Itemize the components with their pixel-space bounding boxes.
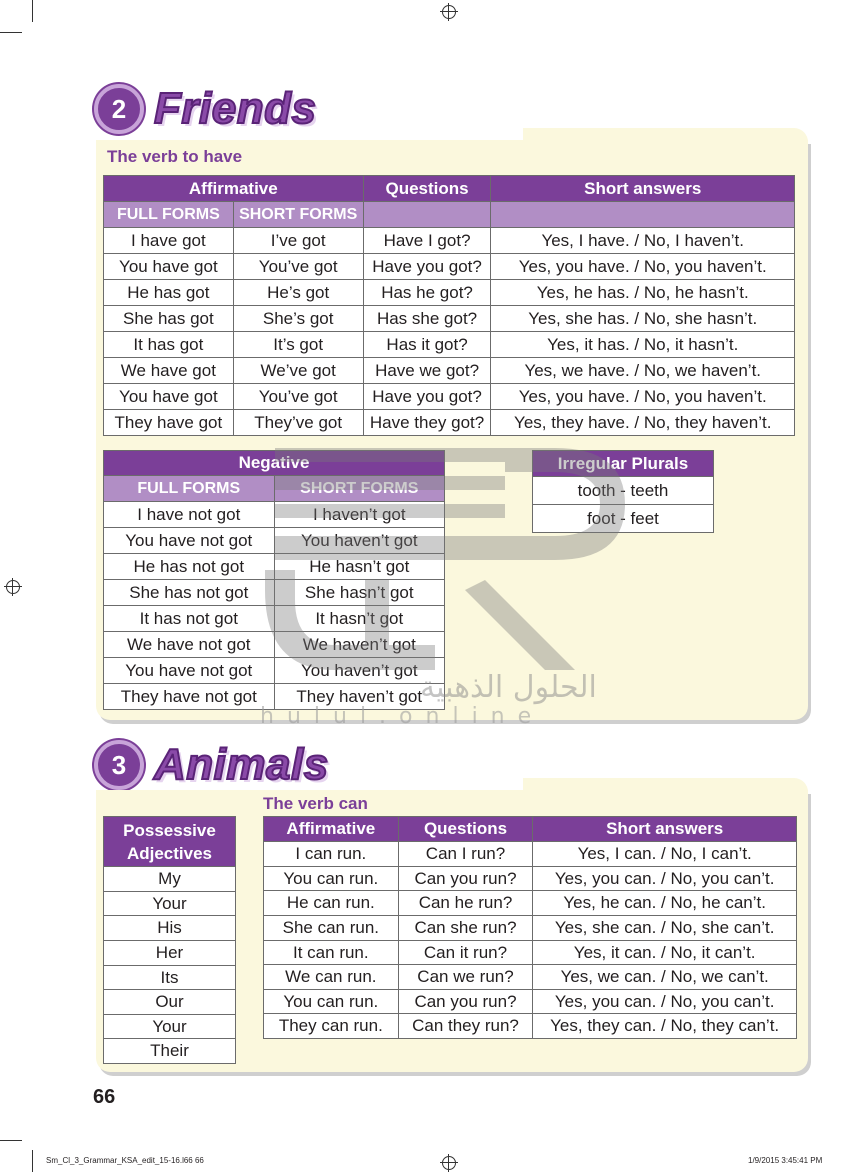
crop-mark	[0, 1140, 22, 1141]
table-row	[264, 842, 797, 867]
cell: My	[104, 867, 236, 892]
cell: foot - feet	[533, 505, 714, 533]
cell: He has not got	[104, 554, 275, 580]
cell: He hasn’t got	[274, 554, 444, 580]
watermark-arabic-text: الحلول الذهبية	[420, 670, 597, 705]
cell: tooth - teeth	[533, 477, 714, 505]
cell: Yes, we can. / No, we can’t.	[533, 965, 797, 990]
print-slug-date: 1/9/2015 3:45:41 PM	[748, 1156, 823, 1165]
cell: They have got	[104, 410, 234, 436]
cell: You can run.	[264, 867, 399, 891]
cell: Yes, I can. / No, I can’t.	[533, 842, 797, 867]
cell: Your	[104, 1015, 236, 1039]
cell: Yes, he has. / No, he hasn’t.	[491, 280, 795, 306]
cell: Yes, you can. / No, you can’t.	[533, 990, 797, 1014]
table-row	[104, 966, 236, 990]
table-row	[104, 410, 795, 436]
table-row	[533, 477, 714, 505]
crop-mark	[32, 0, 33, 22]
column-header: Possessive Adjectives	[104, 817, 236, 867]
table-row	[104, 580, 445, 606]
unit-number-badge: 3	[94, 740, 144, 790]
table-row	[104, 384, 795, 410]
cell: You have got	[104, 384, 234, 410]
cell: We have not got	[104, 632, 275, 658]
cell: Can she run?	[398, 916, 533, 941]
cell: Can they run?	[398, 1014, 533, 1039]
cell: He can run.	[264, 891, 399, 916]
cell: Yes, you can. / No, you can’t.	[533, 867, 797, 891]
cell: You’ve got	[233, 384, 363, 410]
table-row	[104, 867, 236, 892]
crop-mark	[0, 32, 22, 33]
column-header: Affirmative	[264, 817, 399, 842]
cell: Has she got?	[363, 306, 491, 332]
cell: Yes, it can. / No, it can’t.	[533, 941, 797, 965]
cell: Have you got?	[363, 254, 491, 280]
cell: I have not got	[104, 502, 275, 528]
cell: We can run.	[264, 965, 399, 990]
column-header: Questions	[363, 176, 491, 202]
cell: Can you run?	[398, 867, 533, 891]
table-row	[104, 1015, 236, 1039]
possessive-adjectives-table	[103, 816, 236, 1064]
column-header: Irregular Plurals	[533, 451, 714, 477]
cell: You have not got	[104, 528, 275, 554]
cell: We haven’t got	[274, 632, 444, 658]
cell: Yes, he can. / No, he can’t.	[533, 891, 797, 916]
column-header: Negative	[104, 451, 445, 476]
cell: Yes, they can. / No, they can’t.	[533, 1014, 797, 1039]
cell: It has got	[104, 332, 234, 358]
cell: Have they got?	[363, 410, 491, 436]
table-row	[104, 332, 795, 358]
page-number: 66	[93, 1086, 116, 1108]
cell: She has got	[104, 306, 234, 332]
unit-3-heading	[94, 740, 329, 790]
cell: Your	[104, 892, 236, 916]
cell: It hasn’t got	[274, 606, 444, 632]
table-row	[104, 502, 445, 528]
column-header: Short answers	[491, 176, 795, 202]
registration-mark-icon	[442, 1156, 456, 1170]
cell: She’s got	[233, 306, 363, 332]
cell: She hasn’t got	[274, 580, 444, 606]
cell: Yes, you have. / No, you haven’t.	[491, 384, 795, 410]
cell: I have got	[104, 228, 234, 254]
cell: They can run.	[264, 1014, 399, 1039]
cell: Their	[104, 1039, 236, 1064]
table-row	[104, 528, 445, 554]
table-row	[533, 505, 714, 533]
section-label: The verb can	[263, 794, 368, 813]
section-label: The verb to have	[107, 147, 243, 166]
cell: Yes, I have. / No, I haven’t.	[491, 228, 795, 254]
subheader: SHORT FORMS	[233, 202, 363, 228]
negative-table	[103, 450, 445, 710]
cell: Have we got?	[363, 358, 491, 384]
table-row	[104, 358, 795, 384]
verb-can-table	[263, 816, 797, 1039]
cell: Have I got?	[363, 228, 491, 254]
cell: Yes, we have. / No, we haven’t.	[491, 358, 795, 384]
table-row	[264, 1014, 797, 1039]
table-row	[104, 606, 445, 632]
verb-have-table	[103, 175, 795, 436]
cell: He’s got	[233, 280, 363, 306]
table-row	[264, 941, 797, 965]
cell: Our	[104, 990, 236, 1015]
cell: She can run.	[264, 916, 399, 941]
cell: Yes, it has. / No, it hasn’t.	[491, 332, 795, 358]
subheader-empty	[363, 202, 491, 228]
cell: Its	[104, 966, 236, 990]
cell: You can run.	[264, 990, 399, 1014]
table-row	[104, 941, 236, 966]
column-header: Questions	[398, 817, 533, 842]
table-row	[104, 632, 445, 658]
watermark-latin-text: hulul.online	[260, 704, 545, 729]
table-row	[104, 990, 236, 1015]
unit-number-badge: 2	[94, 84, 144, 134]
cell: Can you run?	[398, 990, 533, 1014]
cell: It has not got	[104, 606, 275, 632]
subheader: FULL FORMS	[104, 202, 234, 228]
table-row	[104, 658, 445, 684]
table-row	[104, 228, 795, 254]
cell: Has he got?	[363, 280, 491, 306]
cell: We have got	[104, 358, 234, 384]
cell: Has it got?	[363, 332, 491, 358]
unit-2-heading	[94, 84, 316, 134]
column-header: Short answers	[533, 817, 797, 842]
irregular-plurals-table	[532, 450, 714, 533]
cell: Can we run?	[398, 965, 533, 990]
cell: She has not got	[104, 580, 275, 606]
cell: You’ve got	[233, 254, 363, 280]
cell: I haven’t got	[274, 502, 444, 528]
cell: It’s got	[233, 332, 363, 358]
print-slug-file: Sm_Cl_3_Grammar_KSA_edit_15-16.l66 66	[46, 1156, 204, 1165]
table-row	[264, 867, 797, 891]
subheader: SHORT FORMS	[274, 476, 444, 502]
cell: They’ve got	[233, 410, 363, 436]
table-row	[264, 891, 797, 916]
cell: He has got	[104, 280, 234, 306]
table-row	[104, 306, 795, 332]
cell: Can he run?	[398, 891, 533, 916]
cell: They haven’t got	[274, 684, 444, 710]
column-header: Affirmative	[104, 176, 364, 202]
subheader-empty	[491, 202, 795, 228]
registration-mark-icon	[442, 5, 456, 19]
table-row	[104, 892, 236, 916]
cell: Can it run?	[398, 941, 533, 965]
cell: Yes, she has. / No, she hasn’t.	[491, 306, 795, 332]
cell: I’ve got	[233, 228, 363, 254]
cell: It can run.	[264, 941, 399, 965]
cell: You have not got	[104, 658, 275, 684]
have-rows	[104, 228, 795, 436]
table-row	[104, 254, 795, 280]
unit-title: Animals	[154, 740, 329, 789]
table-row	[264, 990, 797, 1014]
table-row	[104, 280, 795, 306]
table-row	[104, 554, 445, 580]
table-row	[104, 1039, 236, 1064]
cell: Have you got?	[363, 384, 491, 410]
cell: You haven’t got	[274, 528, 444, 554]
unit-title: Friends	[154, 84, 317, 133]
cell: Yes, you have. / No, you haven’t.	[491, 254, 795, 280]
cell: His	[104, 916, 236, 941]
cell: We’ve got	[233, 358, 363, 384]
cell: Yes, she can. / No, she can’t.	[533, 916, 797, 941]
cell: I can run.	[264, 842, 399, 867]
table-row	[264, 965, 797, 990]
cell: Yes, they have. / No, they haven’t.	[491, 410, 795, 436]
cell: You have got	[104, 254, 234, 280]
cell: Can I run?	[398, 842, 533, 867]
crop-mark	[32, 1150, 33, 1172]
registration-mark-icon	[6, 580, 20, 594]
table-row	[264, 916, 797, 941]
cell: Her	[104, 941, 236, 966]
subheader: FULL FORMS	[104, 476, 275, 502]
table-row	[104, 916, 236, 941]
cell: You haven’t got	[274, 658, 444, 684]
cell: They have not got	[104, 684, 275, 710]
